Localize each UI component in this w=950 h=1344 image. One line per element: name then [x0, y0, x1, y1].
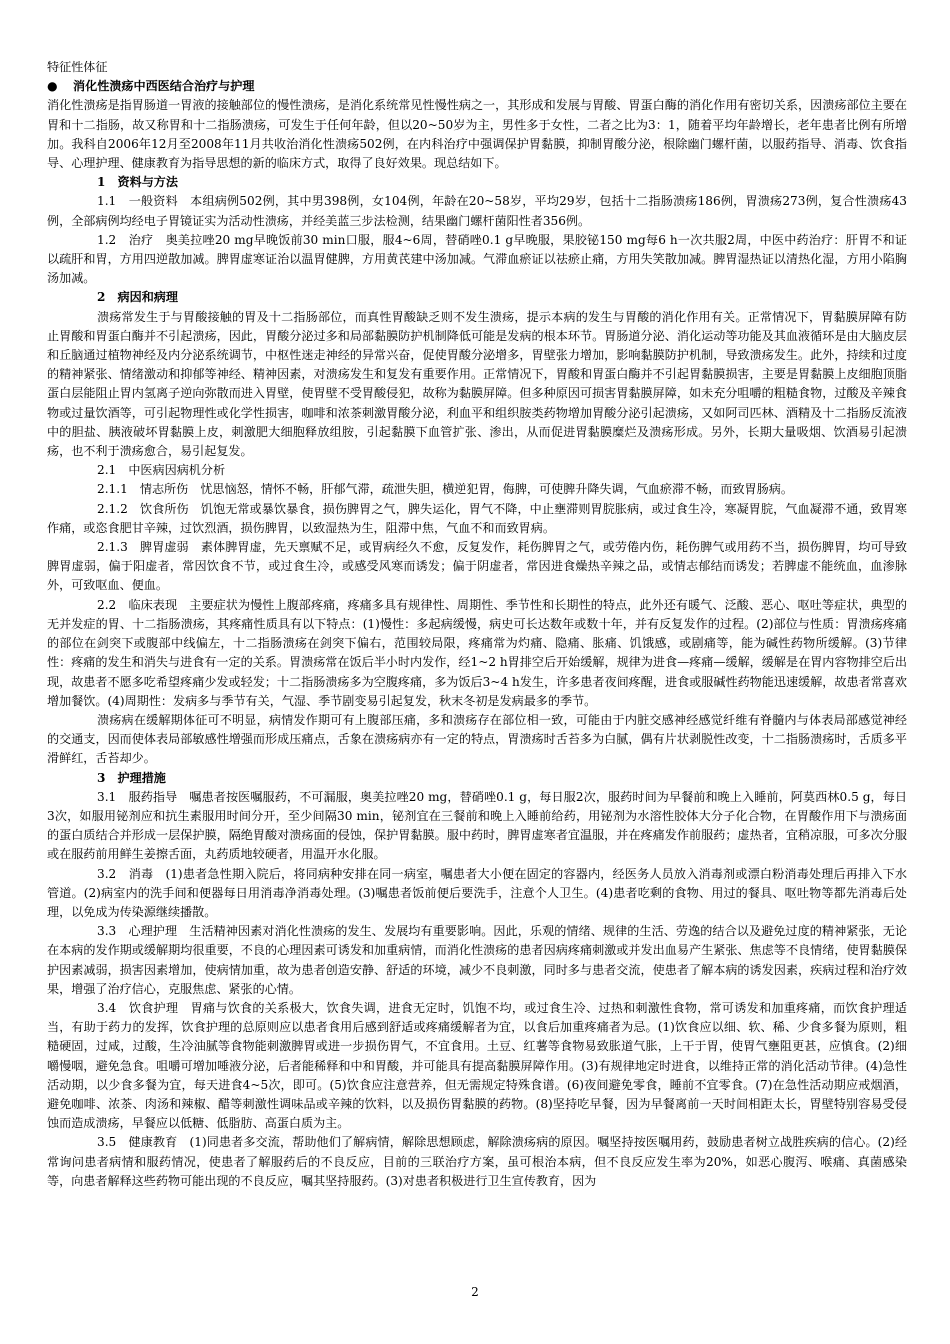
paragraph-1-2: 1.2 治疗 奥美拉唑20 mg早晚饭前30 min口服，服4~6周，替硝唑0.1 g早晚服，果胶铋150 mg每6 h一次共服2周，中医中药治疗：肝胃不和证以疏肝和胃，方用四逆散加减。脾胃虚寒证治以温胃健脾，方用黄芪建中汤加减。气滞血瘀证以祛瘀止痛，方用失笑散加减。脾胃湿热证以清热化湿，方用小陷胸汤加减。	[47, 232, 907, 286]
paragraph-2-2: 2.2 临床表现 主要症状为慢性上腹部疼痛，疼痛多具有规律性、周期性、季节性和长期性的特点，此外还有暖气、泛酸、恶心、呕吐等症状，典型的无并发症的胃、十二指肠溃疡，其疼痛性质具有以下特点：(1)慢性：多起病缓慢，病史可长达数年或数十年，并有反复发作的过程。(2)部位与性质：胃溃疡疼痛的部位在剑突下或腹部中线偏左，十二指肠溃疡在剑突下偏右，范围较局限，疼痛常为灼痛、隐痛、胀痛、饥饿感，或剧痛等，能为碱性药物所缓解。(3)节律性：疼痛的发生和消失与进食有一定的关系。胃溃疡常在饭后半小时内发作，经1~2 h胃排空后开始缓解，规律为进食—疼痛—缓解，缓解是在胃内容物排空后出现，故患者不愿多吃希望疼痛少发或轻发；十二指肠溃疡多为空腹疼痛，多为饭后3~4 h发生，许多患者夜间疼醒，进食或服碱性药物能迅速缓解，故患者常喜欢增加餐饮。(4)周期性：发病多与季节有关，气湿、季节剧变易引起复发，秋末冬初是发病最多的季节。	[47, 597, 907, 708]
paragraph-2-intro: 溃疡常发生于与胃酸接触的胃及十二指肠部位，而真性胃酸缺乏则不发生溃疡，提示本病的发生与胃酸的消化作用有关。正常情况下，胃黏膜屏障有防止胃酸和胃蛋白酶并不引起溃疡，因此，胃酸分泌过多和局部黏膜防护机制降低可能是发病的根本环节。胃肠道分泌、消化运动等功能及其血液循环是由大脑皮层和丘脑通过植物神经及内分泌系统调节，中枢性迷走神经的异常兴奋，促使胃酸分泌增多，胃壁张力增加，影响黏膜防护机制，导致溃疡发生。此外，持续和过度的精神紧张、情绪激动和抑郁等神经、精神因素，对溃疡发生和复发有重要作用。正常情况下，胃酸和胃蛋白酶并不引起胃黏膜损害，主要是胃黏膜上皮细胞顶脂蛋白层能阻止胃内氢离子逆向弥散而进入胃壁，使胃壁不受胃酸侵犯，故称为黏膜屏障。但多种原因可损害胃黏膜屏障，如未充分咀嚼的粗糙食物，过酸及辛辣食物或过量饮酒等，可引起物理性或化学性损害，咖啡和浓茶刺激胃酸分泌，利血平和组织胺类药物增加胃酸分泌引起溃疡，又如阿司匹林、酒精及十二指肠反流液中的胆盐、胰液破坏胃黏膜上皮，刺激肥大细胞释放组胺，引起黏膜下血管扩张、渗出，从而促进胃黏膜糜烂及溃疡形成。另外，长期大量吸烟、饮酒易引起溃疡，也不利于溃疡愈合，易引起复发。	[47, 309, 907, 459]
paragraph-2-1-3: 2.1.3 脾胃虚弱 素体脾胃虚，先天禀赋不足，或胃病经久不愈，反复发作，耗伤脾胃之气，或劳倦内伤，耗伤脾气或用药不当，损伤脾胃，均可导致脾胃虚弱，偏于阳虚者，常因饮食不节，或过食生冷，或感受风寒而诱发；偏于阴虚者，常因进食燥热辛辣之品，或情志郁结而诱发；若脾虚不能统血，血渗脉外，可致呕血、便血。	[47, 540, 907, 593]
paragraph-2-1-2: 2.1.2 饮食所伤 饥饱无常或暴饮暴食，损伤脾胃之气，脾失运化，胃气不降，中止壅滞则胃脘胀病，或过食生冷，寒凝胃脘，气血凝滞不通，致胃寒作痛，或恣食肥甘辛辣，过饮烈酒，损伤脾胃，以致湿热为生，阻滞中焦，气血不和而致胃病。	[47, 501, 907, 535]
section-2-heading: 2 病因和病理	[97, 290, 178, 305]
article-title: 消化性溃疡中西医结合治疗与护理	[73, 79, 255, 94]
page-number: 2	[471, 1285, 479, 1299]
document-page	[47, 58, 907, 1191]
section-1-heading: 1 资料与方法	[97, 175, 178, 190]
paragraph-3-3: 3.3 心理护理 生活精神因素对消化性溃疡的发生、发展均有重要影响。因此，乐观的情绪、规律的生活、劳逸的结合以及避免过度的精神紧张，无论在本病的发作期或缓解期均很重要，不良的心理因素可诱发和加重病情，而消化性溃疡的患者因病疼痛刺激或并发出血易产生紧张、焦虑等不良情绪，使胃黏膜保护因素减弱，损害因素增加，使病情加重，故为患者创造安静、舒适的环境，减少不良刺激，同时多与患者交流，使患者了解本病的诱发因素，疾病过程和治疗效果，增强了治疗信心，克服焦虑、紧张的心情。	[47, 924, 907, 996]
intro-paragraph: 消化性溃疡是指胃肠道一胃液的接触部位的慢性溃疡，是消化系统常见性慢性病之一，其形成和发展与胃酸、胃蛋白酶的消化作用有密切关系，因溃疡部位主要在胃和十二指肠，故又称胃和十二指肠溃疡，可发生于任何年龄，但以20~50岁为主，男性多于女性，二者之比为3：1，随着平均年龄增长，老年患者比例有所增加。我科自2006年12月至2008年11月共收治消化性溃疡502例，在内科治疗中强调保护胃黏膜，抑制胃酸分泌，根除幽门螺杆菌，以服药指导、消毒、饮食指导、心理护理、健康教育为指导思想的新的临床方式，取得了良好效果。现总结如下。	[47, 98, 907, 171]
bullet-icon: ●	[47, 79, 58, 94]
article-title-line	[47, 77, 907, 96]
paragraph-3-2: 3.2 消毒 (1)患者急性期入院后，将同病种安排在同一病室，嘱患者大小便在固定的容器内，经医务人员放入消毒剂或漂白粉消毒处理后再排入下水管道。(2)病室内的洗手间和便器每日用消毒净消毒处理。(3)嘱患者饭前便后要洗手，注意个人卫生。(4)患者吃剩的食物、用过的餐具、呕吐物等都先消毒后处理，以免成为传染源继续播散。	[47, 866, 907, 919]
paragraph-2-1-1: 2.1.1 情志所伤 忧思恼怒，情怀不畅，肝郁气滞，疏泄失胆，横逆犯胃，侮脾，可使脾升降失调，气血瘀滞不畅，而致胃肠病。	[97, 482, 793, 497]
header-label: 特征性体征	[47, 60, 108, 74]
section-3-heading: 3 护理措施	[97, 770, 166, 785]
paragraph-1-1: 1.1 一般资料 本组病例502例，其中男398例，女104例，年龄在20~58岁，平均29岁，包括十二指肠溃疡186例，胃溃疡273例，复合性溃疡43例，全部病例均经电子胃镜证实为活动性溃疡，并经美蓝三步法检测，结果幽门螺杆菌阳性者356例。	[47, 194, 907, 228]
paragraph-3-1: 3.1 服药指导 嘱患者按医嘱服药，不可漏服，奥美拉唑20 mg，替硝唑0.1 g，每日服2次，服药时间为早餐前和晚上入睡前，阿莫西林0.5 g，每日3次，如服用铋剂应和抗生素服用时间分开，至少间隔30 min，铋剂宜在三餐前和晚上入睡前给药，用铋剂为水溶性胶体大分子化合物，在胃酸作用下与溃疡面的蛋白质结合并形成一层保护膜，隔绝胃酸对溃疡面的侵蚀，保护胃黏膜。服中药时，脾胃虚寒者宜温服，并在疼痛发作前服药；虚热者，宜稍凉服，可多次分服或在服药前用鲜生姜擦舌面，丸药质地较硬者，用温开水化服。	[47, 789, 907, 862]
paragraph-3-4: 3.4 饮食护理 胃痛与饮食的关系极大，饮食失调，进食无定时，饥饱不均，或过食生冷、过热和刺激性食物，常可诱发和加重疼痛，而饮食护理适当，有助于药力的发挥，饮食护理的总原则应以患者食用后感到舒适或疼痛缓解者为宜，以食后加重疼痛者为忌。(1)饮食应以细、软、稀、少食多餐为原则，粗糙硬固，过咸，过酸，生冷油腻等食物能刺激脾胃或进一步损伤胃气，不宜食用。土豆、红薯等食物易致胀道气胀，上干于胃，使胃气壅阻更甚，应慎食。(2)细嚼慢咽，避免急食。咀嚼可增加唾液分泌，后者能稀释和中和胃酸，并可能具有提高黏膜屏障作用。(3)有规律地定时进食，以维持正常的消化活动节律。(4)急性活动期，以少食多餐为宜，每天进食4~5次，即可。(5)饮食应注意营养，但无需规定特殊食谱。(6)夜间避免零食，睡前不宜零食。(7)在急性活动期应戒烟酒，避免咖啡、浓茶、肉汤和辣椒、醋等刺激性调味品或辛辣的饮料，以及损伤胃黏膜的药物。(8)坚持吃早餐，因为早餐离前一天时间相距太长，胃壁特别容易受侵蚀而造成溃疡，早餐应以低糖、低脂肪、高蛋白质为主。	[47, 1000, 907, 1131]
paragraph-2-1: 2.1 中医病因病机分析	[97, 463, 226, 478]
paragraph-3-5: 3.5 健康教育 (1)同患者多交流，帮助他们了解病情，解除思想顾虑，解除溃疡病的原因。嘱坚持按医嘱用药，鼓励患者树立战胜疾病的信心。(2)经常询问患者病情和服药情况，使患者了解服药后的不良反应，目前的三联治疗方案，虽可根治本病，但不良反应发生率为20%，如恶心腹泻、喉痛、真菌感染等，向患者解释这些药物可能出现的不良反应，嘱其坚持服药。(3)对患者积极进行卫生宣传教育，因为	[47, 1135, 907, 1188]
paragraph-2-signs: 溃疡病在缓解期体征可不明显，病情发作期可有上腹部压痛，多和溃疡存在部位相一致，可能由于内脏交感神经感觉纤维有脊髓内与体表局部感觉神经的交通支，因而使体表局部敏感性增强而形成压痛点，舌象在溃疡病亦有一定的特点，胃溃疡时舌苔多为白腻，偶有片状剥脱性改变，十二指肠溃疡时，舌质多平滑鲜红，舌苔却少。	[47, 712, 907, 766]
